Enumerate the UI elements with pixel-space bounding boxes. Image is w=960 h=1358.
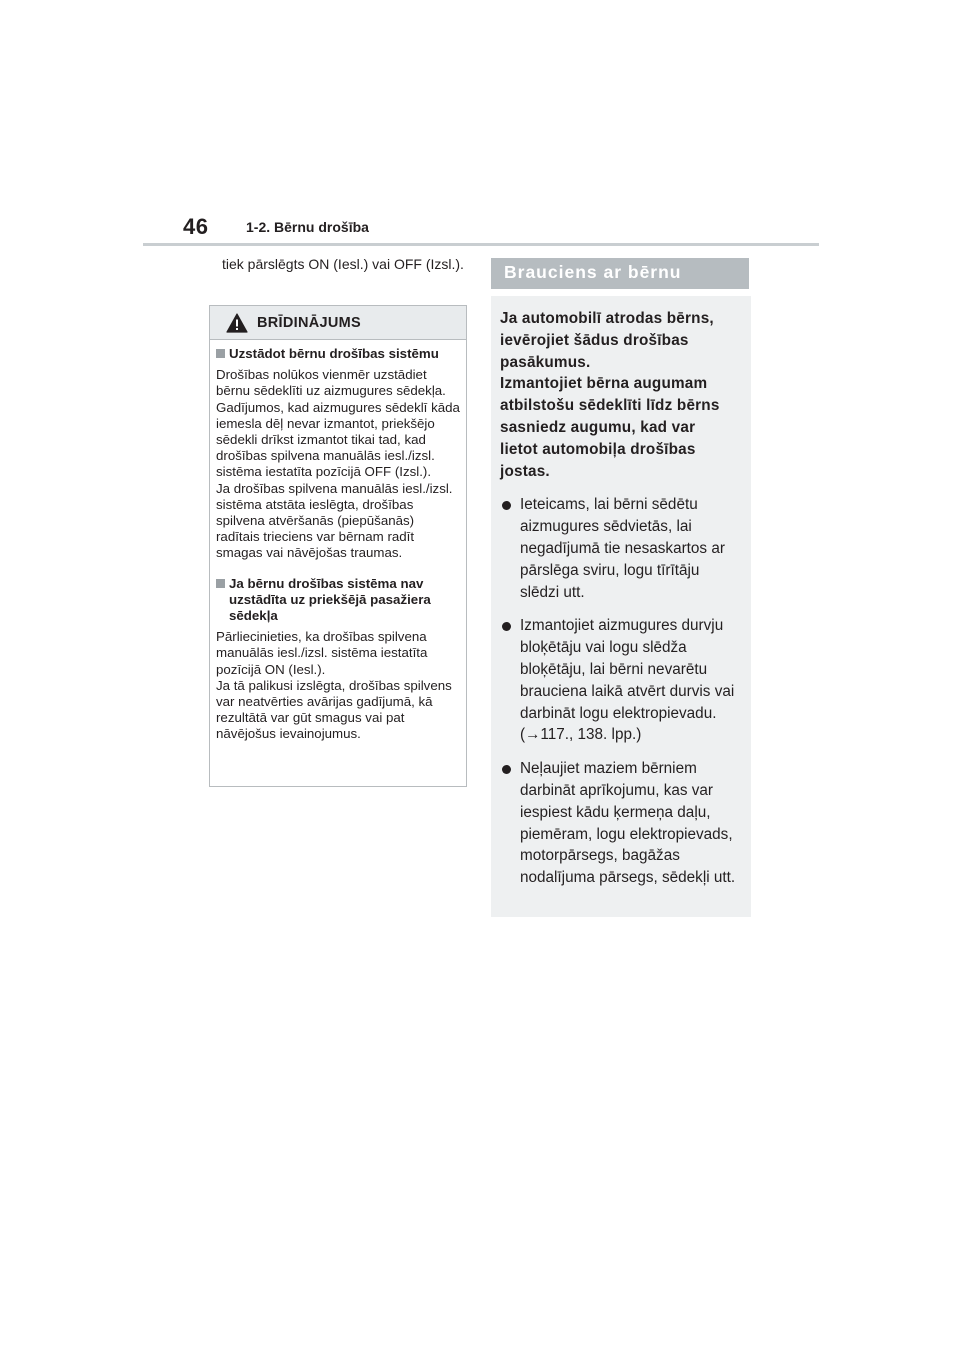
drive-section-title: Brauciens ar bērnu bbox=[491, 258, 749, 289]
warning-paragraph: Ja drošības spilvena manuālās iesl./izsl. sistēma atstāta ieslēgta, drošības spilvena atvēršanās (piepūšanās) radītais trieciens var bērnam radīt smagas vai nāvējošas traumas. bbox=[216, 480, 453, 561]
warning-subheading bbox=[216, 576, 460, 625]
list-item-text: Neļaujiet maziem bērniem darbināt aprīkojumu, kas var iespiest kādu ķermeņa daļu, piemēram, logu elektropievads, motorpārsegs, bagāžas nodalījuma pārsegs, sēdekļi utt. bbox=[520, 760, 736, 887]
list-item bbox=[500, 758, 737, 889]
header-divider bbox=[143, 243, 819, 246]
section-title: 1-2. Bērnu drošība bbox=[246, 219, 369, 235]
list-item-text: Izmantojiet aizmugures durvju bloķētāju vai logu slēdža bloķētāju, lai bērni nevarētu brauciena laikā atvērt durvis vai darbināt logu elektropievadu. (→117., 138. lpp.) bbox=[520, 617, 735, 744]
lead-text: Izmantojiet bērna augumam atbilstošu sēdeklīti līdz bērns sasniedz augumu, kad var lietot automobiļa drošības jostas. bbox=[500, 375, 720, 480]
square-bullet-icon bbox=[216, 349, 225, 358]
warning-paragraph: Ja tā palikusi izslēgta, drošības spilvens var neatvērties avārijas gadījumā, kā rezultātā var gūt smagus vai pat nāvējošus ievainojumus. bbox=[216, 677, 452, 742]
intro-text: tiek pārslēgts ON (Iesl.) vai OFF (Izsl.). bbox=[222, 256, 464, 272]
warning-title: BRĪDINĀJUMS bbox=[257, 314, 361, 331]
warning-subheading-text: Ja bērnu drošības sistēma nav uzstādīta uz priekšējā pasažiera sēdekļa bbox=[229, 575, 431, 624]
lead-text: Ja automobilī atrodas bērns, ievērojiet šādus drošības pasākumus. bbox=[500, 310, 714, 371]
list-item bbox=[500, 494, 737, 603]
bullet-icon bbox=[502, 501, 511, 510]
square-bullet-icon bbox=[216, 579, 225, 588]
warning-subheading-text: Uzstādot bērnu drošības sistēmu bbox=[229, 346, 439, 361]
drive-section-panel bbox=[491, 296, 751, 917]
warning-paragraph: Pārliecinieties, ka drošības spilvena manuālās iesl./izsl. sistēma iestatīta pozīcijā ON (Iesl.). bbox=[216, 629, 428, 677]
warning-subheading bbox=[216, 346, 460, 362]
bullet-icon bbox=[502, 765, 511, 774]
page-number: 46 bbox=[183, 214, 209, 239]
warning-box bbox=[209, 305, 467, 787]
bullet-icon bbox=[502, 622, 511, 631]
warning-triangle-icon bbox=[226, 313, 248, 333]
list-item-text: Ieteicams, lai bērni sēdētu aizmugures sēdvietās, lai negadījumā tie nesaskartos ar pārslēga sviru, logu tīrītāju slēdzi utt. bbox=[520, 496, 725, 601]
warning-header bbox=[210, 306, 466, 340]
list-item bbox=[500, 615, 737, 746]
warning-paragraph: Drošības nolūkos vienmēr uzstādiet bērnu sēdeklīti uz aizmugures sēdekļa. Gadījumos, kad aizmugures sēdeklī kāda iemesla dēļ nevar izmantot, priekšējo sēdekli drīkst izmantot tikai tad, kad drošības spilvena manuālās iesl./izsl. sistēma iestatīta pozīcijā OFF (Izsl.). bbox=[216, 367, 460, 480]
warning-body bbox=[210, 340, 466, 743]
